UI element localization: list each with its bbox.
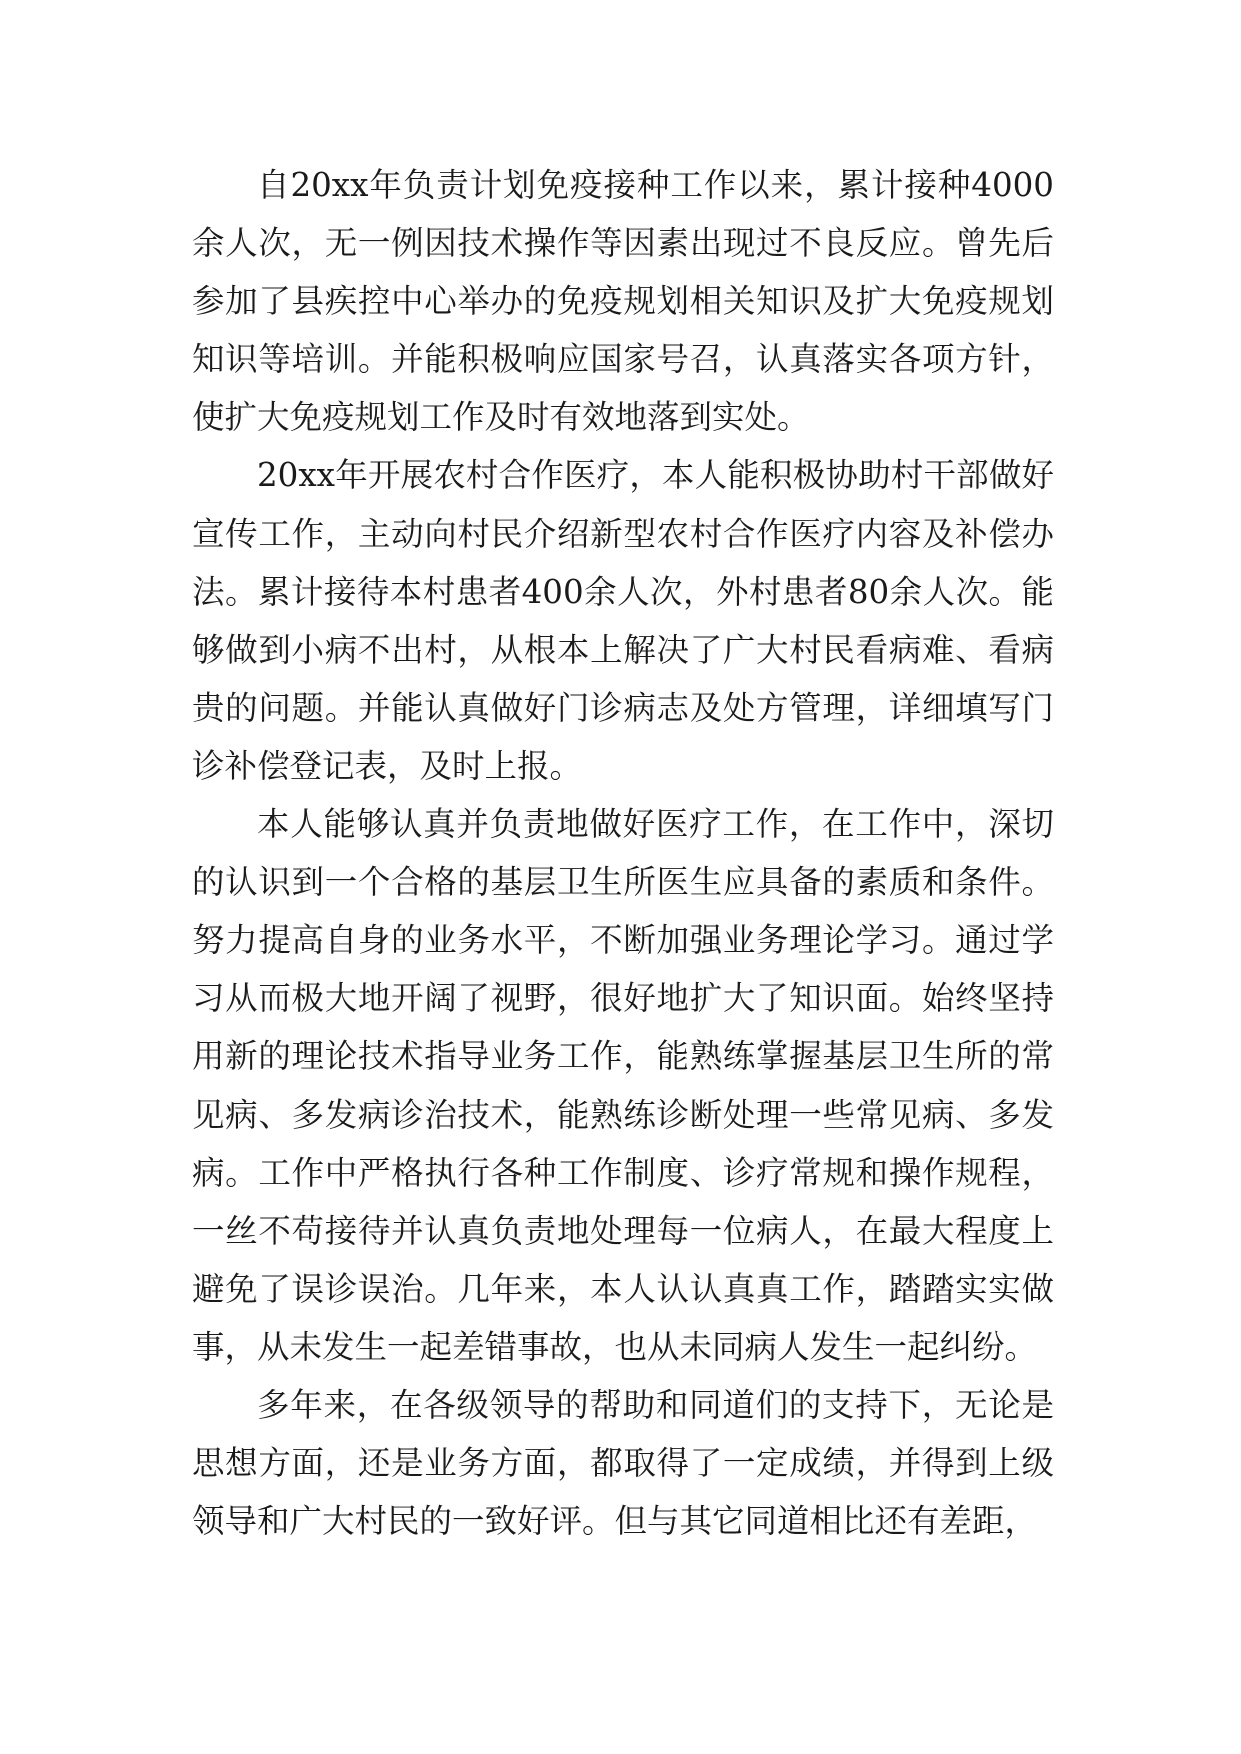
paragraph-achievements: 多年来，在各级领导的帮助和同道们的支持下，无论是思想方面，还是业务方面，都取得了一定成绩，并得到上级领导和广大村民的一致好评。但与其它同道相比还有差距， (192, 1385, 1054, 1541)
paragraph-cooperative-medical: 20xx年开展农村合作医疗，本人能积极协助村干部做好宣传工作，主动向村民介绍新型农村合作医疗内容及补偿办法。累计接待本村患者400余人次，外村患者80余人次。能够做到小病不出村，从根本上解决了广大村民看病难、看病贵的问题。并能认真做好门诊病志及处方管理，详细填写门诊补偿登记表，及时上报。 (192, 456, 1054, 785)
paragraph-medical-work: 本人能够认真并负责地做好医疗工作，在工作中，深切的认识到一个合格的基层卫生所医生应具备的素质和条件。努力提高自身的业务水平，不断加强业务理论学习。通过学习从而极大地开阔了视野，很好地扩大了知识面。始终坚持用新的理论技术指导业务工作，能熟练掌握基层卫生所的常见病、多发病诊治技术，能熟练诊断处理一些常见病、多发病。工作中严格执行各种工作制度、诊疗常规和操作规程，一丝不苟接待并认真负责地处理每一位病人，在最大程度上避免了误诊误治。几年来，本人认认真真工作，踏踏实实做事，从未发生一起差错事故，也从未同病人发生一起纠纷。 (192, 805, 1054, 1366)
paragraph-immunization: 自20xx年负责计划免疫接种工作以来，累计接种4000余人次，无一例因技术操作等因素出现过不良反应。曾先后参加了县疾控中心举办的免疫规划相关知识及扩大免疫规划知识等培训。并能积极响应国家号召，认真落实各项方针，使扩大免疫规划工作及时有效地落到实处。 (192, 166, 1054, 437)
document-body (192, 156, 1054, 1550)
